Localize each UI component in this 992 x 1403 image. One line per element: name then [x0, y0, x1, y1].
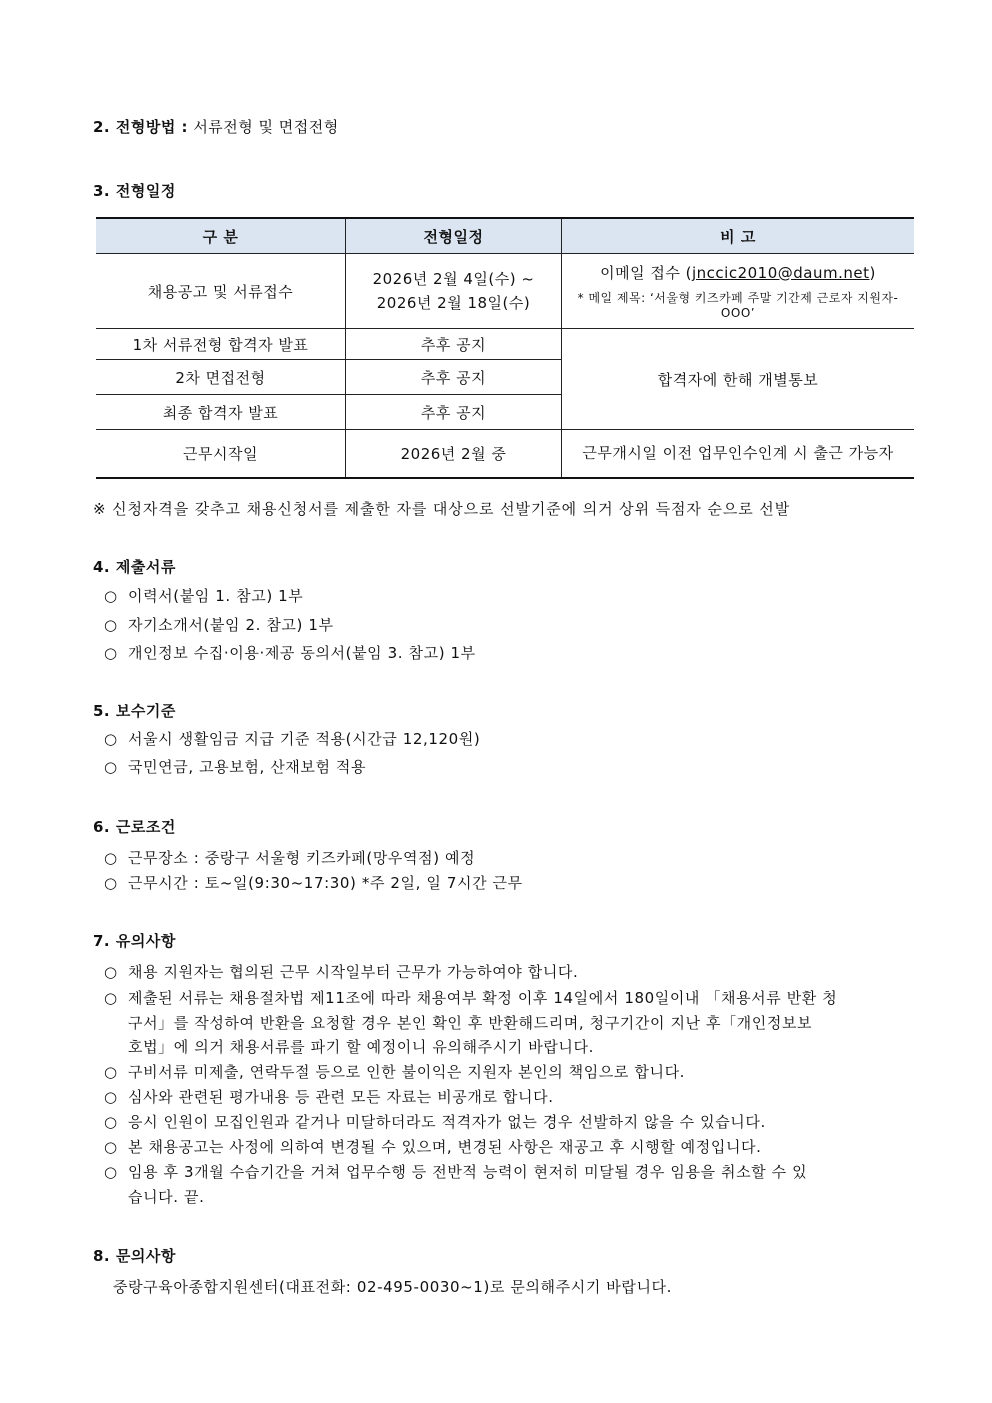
- section-7-heading: 7. 유의사항: [93, 932, 176, 950]
- list-item: [104, 585, 303, 606]
- list-item: [104, 1111, 766, 1132]
- list-item-text: 자기소개서(붙임 2. 참고) 1부: [128, 616, 334, 634]
- list-item: [104, 1161, 807, 1182]
- table-header-row: [96, 218, 914, 254]
- list-item: [104, 961, 578, 982]
- bullet-icon: ○: [104, 989, 118, 1007]
- header-category: 구 분: [96, 218, 346, 254]
- list-item-text: 제출된 서류는 채용절차법 제11조에 따라 채용여부 확정 이후 14일에서 180일이내 「채용서류 반환 청: [128, 989, 838, 1007]
- header-schedule: 전형일정: [346, 218, 562, 254]
- section-3-heading: 3. 전형일정: [93, 182, 176, 200]
- row-note: 합격자에 한해 개별통보: [562, 329, 915, 430]
- list-item-continuation: 호법」에 의거 채용서류를 파기 할 예정이니 유의해주시기 바랍니다.: [128, 1038, 594, 1056]
- bullet-icon: ○: [104, 963, 118, 981]
- list-item-text: 본 채용공고는 사정에 의하여 변경될 수 있으며, 변경된 사항은 재공고 후 시행할 예정입니다.: [128, 1138, 762, 1156]
- list-item-text: 서울시 생활임금 지급 기준 적용(시간급 12,120원): [128, 730, 481, 748]
- list-item-text: 임용 후 3개월 수습기간을 거쳐 업무수행 등 전반적 능력이 현저히 미달될 경우 임용을 취소할 수 있: [128, 1163, 808, 1181]
- bullet-icon: ○: [104, 730, 118, 748]
- list-item: [104, 1061, 685, 1082]
- bullet-icon: ○: [104, 1088, 118, 1106]
- list-item-text: 개인정보 수집‧이용‧제공 동의서(붙임 3. 참고) 1부: [128, 644, 476, 662]
- header-remarks: 비 고: [562, 218, 915, 254]
- list-item-text: 이력서(붙임 1. 참고) 1부: [128, 587, 304, 605]
- list-item-text: 구비서류 미제출, 연락두절 등으로 인한 불이익은 지원자 본인의 책임으로 합니다.: [128, 1063, 686, 1081]
- list-item: [104, 1136, 762, 1157]
- list-item: [104, 728, 480, 749]
- row-date: [346, 254, 562, 329]
- section-4-heading: 4. 제출서류: [93, 558, 176, 576]
- bullet-icon: ○: [104, 1138, 118, 1156]
- row-date: 추후 공지: [346, 395, 562, 430]
- list-item: [104, 872, 523, 893]
- list-item-text: 근무시간 : 토~일(9:30~17:30) *주 2일, 일 7시간 근무: [128, 874, 523, 892]
- date-line: 2026년 2월 18일(수): [376, 294, 531, 312]
- section-6-heading: 6. 근로조건: [93, 818, 176, 836]
- row-label: 채용공고 및 서류접수: [96, 254, 346, 329]
- list-item: [104, 614, 334, 635]
- selection-note: ※ 신청자격을 갖추고 채용신청서를 제출한 자를 대상으로 선발기준에 의거 상위 득점자 순으로 선발: [93, 500, 791, 518]
- mail-subject-note: * 메일 제목: ‘서울형 키즈카페 주말 기간제 근로자 지원자-OOO’: [577, 290, 899, 320]
- row-label: 1차 서류전형 합격자 발표: [96, 329, 346, 360]
- section-2-heading: [93, 116, 339, 137]
- section-5-heading: 5. 보수기준: [93, 702, 176, 720]
- bullet-icon: ○: [104, 849, 118, 867]
- row-note: 근무개시일 이전 업무인수인계 시 출근 가능자: [562, 430, 915, 478]
- list-item-text: 국민연금, 고용보험, 산재보험 적용: [128, 758, 367, 776]
- list-item-text: 근무장소 : 중랑구 서울형 키즈카페(망우역점) 예정: [128, 849, 476, 867]
- bullet-icon: ○: [104, 644, 118, 662]
- email-link[interactable]: jnccic2010@daum.net: [692, 263, 870, 282]
- bullet-icon: ○: [104, 1113, 118, 1131]
- bullet-icon: ○: [104, 616, 118, 634]
- list-item-text: 응시 인원이 모집인원과 같거나 미달하더라도 적격자가 없는 경우 선발하지 않을 수 있습니다.: [128, 1113, 766, 1131]
- bullet-icon: ○: [104, 874, 118, 892]
- note-text: 이메일 접수 (: [600, 263, 692, 282]
- table-row: [96, 329, 914, 360]
- section-2-value: 서류전형 및 면접전형: [188, 118, 339, 136]
- list-item: [104, 1086, 554, 1107]
- bullet-icon: ○: [104, 587, 118, 605]
- list-item: [104, 987, 837, 1008]
- contact-text: 중랑구육아종합지원센터(대표전화: 02-495-0030~1)로 문의해주시기 바랍니다.: [113, 1278, 673, 1296]
- section-2-title: 2. 전형방법 :: [93, 118, 189, 136]
- section-8-heading: 8. 문의사항: [93, 1247, 176, 1265]
- row-date: 추후 공지: [346, 360, 562, 395]
- row-note: [562, 254, 915, 329]
- list-item-continuation: 습니다. 끝.: [128, 1188, 205, 1206]
- row-label: 2차 면접전형: [96, 360, 346, 395]
- row-date: 추후 공지: [346, 329, 562, 360]
- bullet-icon: ○: [104, 1063, 118, 1081]
- list-item-text: 심사와 관련된 평가내용 등 관련 모든 자료는 비공개로 합니다.: [128, 1088, 554, 1106]
- bullet-icon: ○: [104, 1163, 118, 1181]
- list-item-text: 채용 지원자는 협의된 근무 시작일부터 근무가 가능하여야 합니다.: [128, 963, 579, 981]
- note-text: ): [869, 263, 876, 282]
- bullet-icon: ○: [104, 758, 118, 776]
- table-row: [96, 430, 914, 478]
- table-row: [96, 254, 914, 329]
- date-line: 2026년 2월 4일(수) ~: [372, 270, 535, 288]
- list-item: [104, 756, 366, 777]
- row-label: 최종 합격자 발표: [96, 395, 346, 430]
- list-item: [104, 847, 475, 868]
- list-item: [104, 642, 476, 663]
- schedule-table: [96, 217, 914, 479]
- row-label: 근무시작일: [96, 430, 346, 478]
- row-date: 2026년 2월 중: [346, 430, 562, 478]
- list-item-continuation: 구서」를 작성하여 반환을 요청할 경우 본인 확인 후 반환해드리며, 청구기간이 지난 후「개인정보보: [128, 1014, 813, 1032]
